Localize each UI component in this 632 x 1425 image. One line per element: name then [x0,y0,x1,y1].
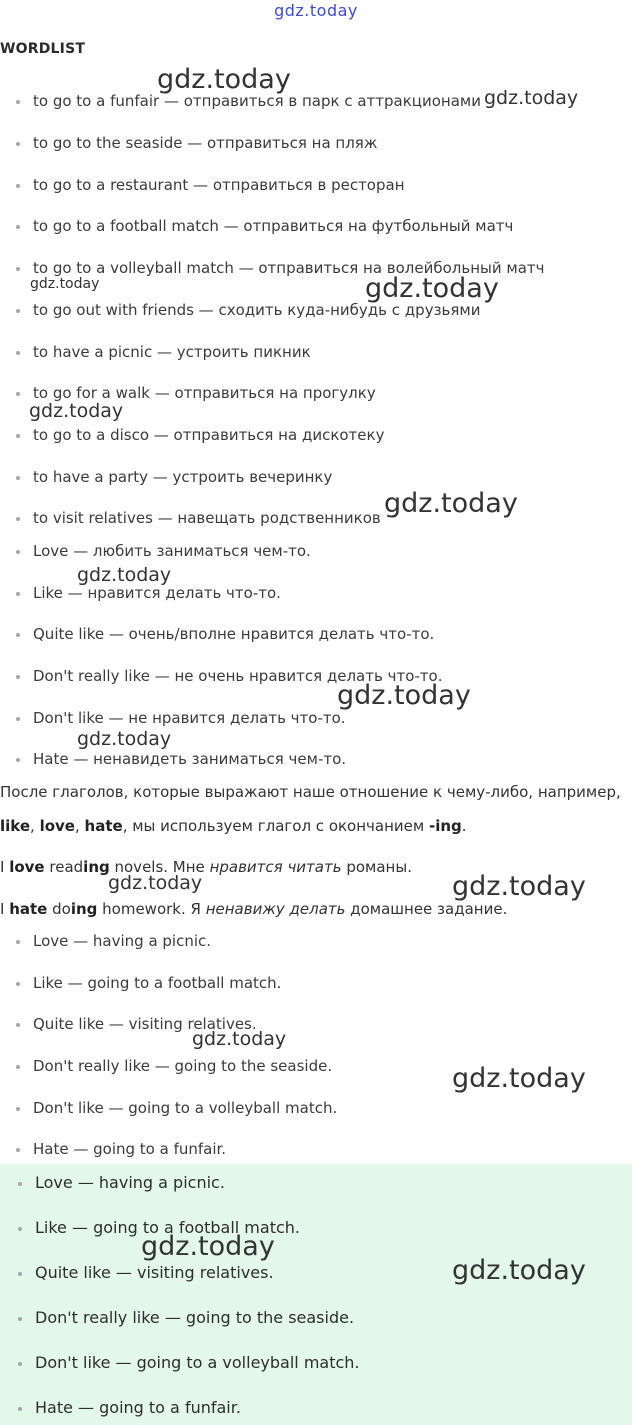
answer-item: Love — having a picnic. [35,1173,225,1192]
answer-item: Don't like — going to a volleyball match. [35,1353,360,1372]
example-translation: ненавижу делать [205,900,346,918]
example-item: Like — going to a football match. [33,974,282,992]
explanation-line-2 [0,816,467,836]
explanation-text: , мы используем глагол с окончанием [122,817,429,835]
example-verb: love [9,858,45,876]
watermark: gdz.today [365,273,499,304]
likes-item: Quite like — очень/вполне нравится делать что-то. [33,625,435,643]
likes-item: Don't really like — не очень нравится делать что-то. [33,667,443,685]
answer-item: Quite like — visiting relatives. [35,1263,274,1282]
wordlist-heading: WORDLIST [0,41,86,57]
wordlist-item: to go to a disco — отправиться на дискотеку [33,426,385,444]
wordlist-item: to go to a funfair — отправиться в парк с аттракционами [33,92,481,110]
wordlist-item: to go for a walk — отправиться на прогулку [33,384,376,402]
explanation-text: , [30,817,40,835]
example-item: Don't like — going to a volleyball match. [33,1099,338,1117]
example-item: Hate — going to a funfair. [33,1140,227,1158]
watermark: gdz.today [452,871,586,902]
watermark: gdz.today [484,87,579,109]
keyword-like: like [0,817,31,835]
example-text: novels. Мне [109,858,210,876]
watermark: gdz.today [452,1255,586,1286]
explanation-text: , [74,817,85,835]
example-sentence-1 [0,857,412,877]
answer-box [0,1164,632,1425]
wordlist-item: to go to a restaurant — отправиться в ресторан [33,176,405,194]
example-verb: hate [9,900,48,918]
likes-item: Don't like — не нравится делать что-то. [33,709,346,727]
watermark: gdz.today [29,400,124,422]
example-translation: нравится читать [209,858,342,876]
watermark: gdz.today [108,872,203,894]
example-text: I [0,858,10,876]
likes-item: Like — нравится делать что-то. [33,584,281,602]
example-item: Quite like — visiting relatives. [33,1015,257,1033]
explanation-line-1: После глаголов, которые выражают наше отношение к чему-либо, например, [0,783,621,801]
watermark: gdz.today [30,276,100,292]
watermark: gdz.today [77,728,172,750]
example-text: романы. [341,858,412,876]
likes-item: Love — любить заниматься чем-то. [33,542,311,560]
wordlist-item: to have a party — устроить вечеринку [33,468,333,486]
watermark: gdz.today [192,1028,287,1050]
keyword-hate: hate [84,817,123,835]
answer-item: Hate — going to a funfair. [35,1398,241,1417]
wordlist-item: to go to a football match — отправиться на футбольный матч [33,217,514,235]
example-text: read [44,858,84,876]
watermark: gdz.today [141,1231,275,1262]
site-logo[interactable]: gdz.today [274,1,358,20]
example-sentence-2 [0,899,507,919]
answer-item: Like — going to a football match. [35,1218,300,1237]
example-text: homework. Я [97,900,206,918]
watermark: gdz.today [384,488,518,519]
example-ing: ing [83,858,110,876]
wordlist-item: to visit relatives — навещать родственников [33,509,381,527]
example-item: Love — having a picnic. [33,932,212,950]
keyword-ing: -ing [428,817,462,835]
example-item: Don't really like — going to the seaside. [33,1057,333,1075]
example-text: do [47,900,71,918]
example-ing: ing [70,900,98,918]
keyword-love: love [39,817,75,835]
example-text: I [0,900,10,918]
example-text: домашнее задание. [345,900,508,918]
answer-item: Don't really like — going to the seaside. [35,1308,355,1327]
watermark: gdz.today [77,564,172,586]
wordlist-item: to go to the seaside — отправиться на пляж [33,134,378,152]
watermark: gdz.today [452,1063,586,1094]
explanation-text: . [461,817,467,835]
wordlist-item: to go to a volleyball match — отправиться на волейбольный матч [33,259,545,277]
wordlist-item: to go out with friends — сходить куда-нибудь с друзьями [33,301,481,319]
watermark: gdz.today [157,64,291,95]
wordlist-item: to have a picnic — устроить пикник [33,343,311,361]
likes-item: Hate — ненавидеть заниматься чем-то. [33,750,347,768]
watermark: gdz.today [337,680,471,711]
